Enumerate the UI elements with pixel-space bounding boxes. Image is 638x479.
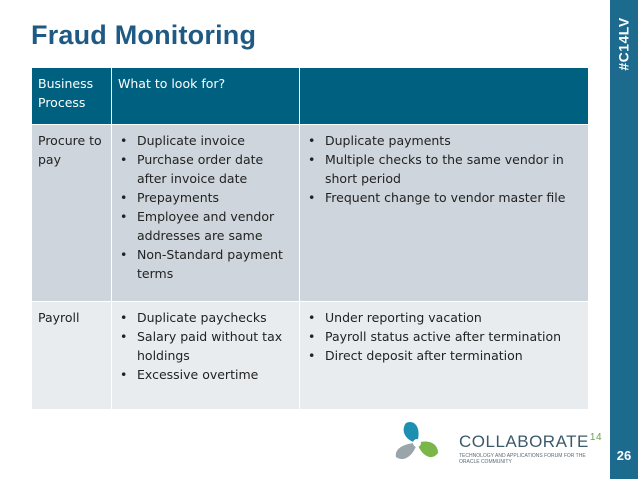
brand-text: COLLABORATE (459, 432, 589, 451)
brand-tagline: TECHNOLOGY AND APPLICATIONS FORUM FOR THE ORACLE COMMUNITY (459, 453, 586, 465)
header-blank (300, 68, 589, 125)
indicators-cell-1 (112, 125, 300, 302)
fraud-table (31, 67, 589, 410)
list-item: • Direct deposit after termination (306, 346, 582, 365)
indicator-list (306, 131, 582, 207)
brand-name (459, 432, 602, 452)
slide-title: Fraud Monitoring (31, 20, 257, 50)
page-number: 26 (616, 447, 632, 463)
list-item: • Purchase order date after invoice date (118, 150, 293, 188)
logo-center (413, 439, 421, 447)
brand-year: 14 (589, 432, 603, 444)
list-item: • Duplicate invoice (118, 131, 293, 150)
indicator-list (118, 131, 293, 283)
table-header-row (32, 68, 589, 125)
list-item: • Excessive overtime (118, 365, 293, 384)
list-item: • Employee and vendor addresses are same (118, 207, 293, 245)
list-item: • Duplicate payments (306, 131, 582, 150)
indicator-list (118, 308, 293, 384)
header-what-to-look-for: What to look for? (112, 68, 300, 125)
indicators-cell-1 (112, 302, 300, 410)
indicators-cell-2 (300, 125, 589, 302)
hashtag-text: #C14LV (616, 17, 633, 71)
list-item: • Frequent change to vendor master file (306, 188, 582, 207)
table-row (32, 125, 589, 302)
hashtag-label (610, 0, 638, 88)
collaborate-logo-icon (392, 419, 442, 469)
header-business-process: Business Process (32, 68, 112, 125)
list-item: • Duplicate paychecks (118, 308, 293, 327)
list-item: • Prepayments (118, 188, 293, 207)
list-item: • Under reporting vacation (306, 308, 582, 327)
process-cell: Procure to pay (32, 125, 112, 302)
list-item: • Payroll status active after termination (306, 327, 582, 346)
list-item: • Salary paid without tax holdings (118, 327, 293, 365)
process-cell: Payroll (32, 302, 112, 410)
indicator-list (306, 308, 582, 365)
table-row (32, 302, 589, 410)
indicators-cell-2 (300, 302, 589, 410)
list-item: • Multiple checks to the same vendor in short period (306, 150, 582, 188)
list-item: • Non-Standard payment terms (118, 245, 293, 283)
